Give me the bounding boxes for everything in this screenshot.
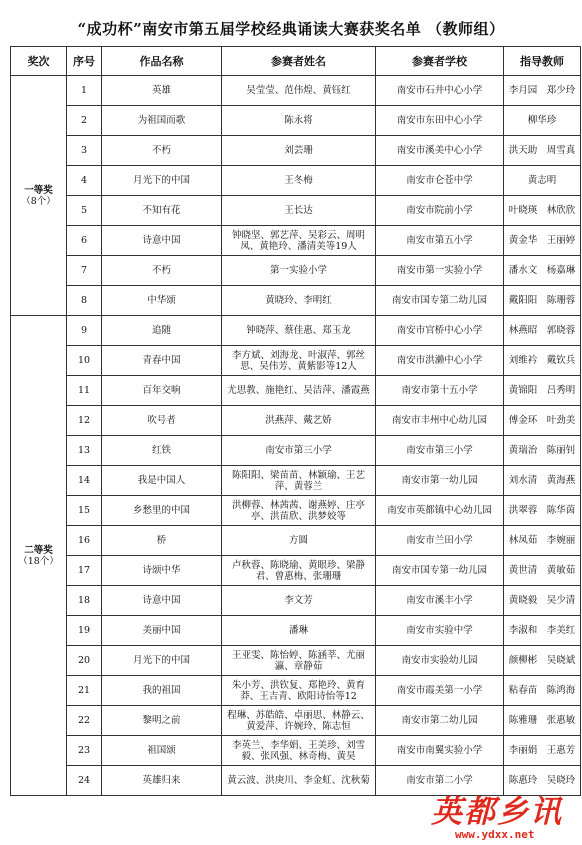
cell-teacher: 李丽娟 王惠芳 — [504, 736, 581, 766]
cell-teacher: 粘春苗 陈鸿海 — [504, 676, 581, 706]
header-teacher: 指导教师 — [504, 47, 581, 76]
cell-school: 南安市丰州中心幼儿园 — [376, 406, 504, 436]
cell-teacher: 傅金环 叶劲美 — [504, 406, 581, 436]
table-row — [11, 436, 581, 466]
cell-school: 南安市溪美中心小学 — [376, 136, 504, 166]
cell-school: 南安市第二小学 — [376, 766, 504, 796]
cell-teacher: 林燕昭 郭晓蓉 — [504, 316, 581, 346]
cell-participant: 钟晓坚、郭艺萍、吴彩云、周明凤、黄艳玲、潘清美等19人 — [222, 226, 376, 256]
watermark-logo-text: 英都乡讯 — [431, 794, 563, 830]
cell-work: 乡愁里的中国 — [102, 496, 222, 526]
page-title: “成功杯”南安市第五届学校经典诵读大赛获奖名单 （教师组） — [77, 20, 505, 38]
cell-teacher: 黄志明 — [504, 166, 581, 196]
cell-no: 9 — [67, 316, 102, 346]
table-row — [11, 676, 581, 706]
cell-participant: 潘琳 — [222, 616, 376, 646]
cell-participant: 黄云波、洪庚川、李金虹、沈秋菊 — [222, 766, 376, 796]
cell-work: 不朽 — [102, 256, 222, 286]
cell-work: 桥 — [102, 526, 222, 556]
cell-work: 诗颂中华 — [102, 556, 222, 586]
cell-participant: 尤思教、施艳红、吴洁萍、潘霞燕 — [222, 376, 376, 406]
cell-no: 13 — [67, 436, 102, 466]
cell-no: 5 — [67, 196, 102, 226]
cell-participant: 钟晓萍、蔡佳惠、郑玉龙 — [222, 316, 376, 346]
cell-teacher: 叶晓瑛 林欣欣 — [504, 196, 581, 226]
cell-school: 南安市霞美第一小学 — [376, 676, 504, 706]
table-row — [11, 346, 581, 376]
cell-teacher: 陈惠玲 吴晓玲 — [504, 766, 581, 796]
table-header-row — [11, 47, 581, 76]
cell-no: 24 — [67, 766, 102, 796]
cell-school: 南安市第五小学 — [376, 226, 504, 256]
cell-teacher: 戴阳阳 陈珊蓉 — [504, 286, 581, 316]
cell-participant: 刘芸珊 — [222, 136, 376, 166]
cell-no: 19 — [67, 616, 102, 646]
cell-school: 南安市仑苍中学 — [376, 166, 504, 196]
cell-work: 中华颂 — [102, 286, 222, 316]
cell-work: 吹号者 — [102, 406, 222, 436]
cell-no: 20 — [67, 646, 102, 676]
cell-work: 月光下的中国 — [102, 646, 222, 676]
header-school: 参赛者学校 — [376, 47, 504, 76]
cell-teacher: 洪翠蓉 陈华茵 — [504, 496, 581, 526]
cell-work: 英雄 — [102, 76, 222, 106]
cell-school: 南安市东田中心小学 — [376, 106, 504, 136]
table-row — [11, 226, 581, 256]
cell-no: 12 — [67, 406, 102, 436]
table-row — [11, 496, 581, 526]
table-row — [11, 466, 581, 496]
cell-school: 南安市国专第一幼儿园 — [376, 556, 504, 586]
cell-school: 南安市英都镇中心幼儿园 — [376, 496, 504, 526]
cell-school: 南安市第三小学 — [376, 436, 504, 466]
header-work: 作品名称 — [102, 47, 222, 76]
cell-no: 14 — [67, 466, 102, 496]
cell-teacher: 黄金华 王丽婷 — [504, 226, 581, 256]
cell-school: 南安市第一实验小学 — [376, 256, 504, 286]
cell-participant: 洪柳蓉、林茜茜、谢燕婷、庄亭亭、洪苗欣、洪梦姣等 — [222, 496, 376, 526]
table-row — [11, 76, 581, 106]
cell-participant: 李英兰、李华娟、王美珍、刘雪毅、张风强、林奇梅、黄昊 — [222, 736, 376, 766]
award-level-cell — [11, 316, 67, 796]
cell-school: 南安市实验中学 — [376, 616, 504, 646]
cell-school: 南安市石井中心小学 — [376, 76, 504, 106]
cell-participant: 卢秋蓉、陈晓瑜、黄眼珍、梁静君、曾惠梅、张珊珊 — [222, 556, 376, 586]
table-row — [11, 106, 581, 136]
cell-teacher: 刘维衿 戴钦兵 — [504, 346, 581, 376]
cell-school: 南安市官桥中心小学 — [376, 316, 504, 346]
cell-no: 22 — [67, 706, 102, 736]
cell-participant: 黄晓玲、李明红 — [222, 286, 376, 316]
cell-participant: 朱小芳、洪钦复、郑艳玲、黄育莽、王吉青、欧阳诗怡等12 — [222, 676, 376, 706]
table-body — [11, 76, 581, 796]
cell-work: 我是中国人 — [102, 466, 222, 496]
cell-participant: 吴莹莹、范伟煌、黄钰红 — [222, 76, 376, 106]
header-award: 奖次 — [11, 47, 67, 76]
cell-participant: 陈阳阳、梁苗苗、林颖瑜、王艺萍、黄蓉兰 — [222, 466, 376, 496]
cell-work: 黎明之前 — [102, 706, 222, 736]
table-row — [11, 136, 581, 166]
cell-participant: 第一实验小学 — [222, 256, 376, 286]
cell-school: 南安市兰田小学 — [376, 526, 504, 556]
table-row — [11, 166, 581, 196]
cell-no: 15 — [67, 496, 102, 526]
cell-participant: 王冬梅 — [222, 166, 376, 196]
cell-teacher: 柳华珍 — [504, 106, 581, 136]
cell-work: 不朽 — [102, 136, 222, 166]
table-row — [11, 736, 581, 766]
cell-school: 南安市院前小学 — [376, 196, 504, 226]
table-row — [11, 406, 581, 436]
table-row — [11, 316, 581, 346]
cell-no: 18 — [67, 586, 102, 616]
cell-work: 我的祖国 — [102, 676, 222, 706]
cell-no: 3 — [67, 136, 102, 166]
table-row — [11, 376, 581, 406]
cell-no: 8 — [67, 286, 102, 316]
cell-no: 16 — [67, 526, 102, 556]
cell-teacher: 黄瑞治 陈丽钊 — [504, 436, 581, 466]
cell-teacher: 刘水清 黄海燕 — [504, 466, 581, 496]
cell-school: 南安市南翼实验小学 — [376, 736, 504, 766]
table-row — [11, 706, 581, 736]
cell-school: 南安市第一幼儿园 — [376, 466, 504, 496]
table-row — [11, 616, 581, 646]
cell-work: 祖国颂 — [102, 736, 222, 766]
cell-no: 10 — [67, 346, 102, 376]
cell-work: 不知有花 — [102, 196, 222, 226]
cell-work: 为祖国而歌 — [102, 106, 222, 136]
cell-participant: 南安市第三小学 — [222, 436, 376, 466]
cell-school: 南安市实验幼儿园 — [376, 646, 504, 676]
cell-participant: 方圆 — [222, 526, 376, 556]
cell-no: 17 — [67, 556, 102, 586]
table-row — [11, 526, 581, 556]
table-row — [11, 646, 581, 676]
cell-teacher: 潘水文 杨嘉琳 — [504, 256, 581, 286]
cell-no: 11 — [67, 376, 102, 406]
cell-work: 美丽中国 — [102, 616, 222, 646]
award-table — [10, 46, 581, 796]
cell-work: 诗意中国 — [102, 226, 222, 256]
cell-teacher: 颜柳彬 吴晓斌 — [504, 646, 581, 676]
cell-teacher: 林凤茹 李婉丽 — [504, 526, 581, 556]
cell-no: 6 — [67, 226, 102, 256]
cell-teacher: 李月园 郑少玲 — [504, 76, 581, 106]
cell-work: 青春中国 — [102, 346, 222, 376]
cell-participant: 李文芳 — [222, 586, 376, 616]
cell-no: 7 — [67, 256, 102, 286]
table-row — [11, 586, 581, 616]
cell-no: 2 — [67, 106, 102, 136]
award-count: （18个） — [18, 555, 59, 567]
site-watermark — [425, 784, 582, 845]
cell-work: 诗意中国 — [102, 586, 222, 616]
cell-teacher: 李淑和 李美红 — [504, 616, 581, 646]
cell-no: 4 — [67, 166, 102, 196]
award-level-cell — [11, 76, 67, 316]
cell-school: 南安市第二幼儿园 — [376, 706, 504, 736]
watermark-url: www.ydxx.net — [455, 828, 535, 841]
cell-teacher: 陈雅珊 张惠敏 — [504, 706, 581, 736]
cell-no: 1 — [67, 76, 102, 106]
table-row — [11, 256, 581, 286]
header-no: 序号 — [67, 47, 102, 76]
cell-teacher: 黄锦阳 吕秀明 — [504, 376, 581, 406]
cell-school: 南安市洪濑中心小学 — [376, 346, 504, 376]
cell-participant: 陈永将 — [222, 106, 376, 136]
cell-no: 21 — [67, 676, 102, 706]
cell-teacher: 洪天助 周雪真 — [504, 136, 581, 166]
award-count: （8个） — [21, 195, 56, 207]
cell-participant: 程琳、苏皓皓、卓丽思、林静云、黄爱萍、许婉玲、陈志恒 — [222, 706, 376, 736]
table-row — [11, 286, 581, 316]
cell-participant: 王亚雯、陈怡婷、陈涵莘、尤丽瀛、章静茹 — [222, 646, 376, 676]
cell-participant: 王长达 — [222, 196, 376, 226]
header-participant: 参赛者姓名 — [222, 47, 376, 76]
table-row — [11, 196, 581, 226]
cell-school: 南安市溪丰小学 — [376, 586, 504, 616]
cell-work: 英雄归来 — [102, 766, 222, 796]
cell-participant: 李方斌、刘海龙、叶淑萍、郭丝思、吴伟芳、黄紫影等12人 — [222, 346, 376, 376]
cell-school: 南安市国专第二幼儿园 — [376, 286, 504, 316]
cell-no: 23 — [67, 736, 102, 766]
cell-participant: 洪燕萍、戴艺娇 — [222, 406, 376, 436]
award-level: 二等奖 — [24, 544, 53, 556]
cell-school: 南安市第十五小学 — [376, 376, 504, 406]
award-level: 一等奖 — [24, 184, 53, 196]
cell-work: 百年交响 — [102, 376, 222, 406]
cell-work: 月光下的中国 — [102, 166, 222, 196]
cell-work: 追随 — [102, 316, 222, 346]
cell-teacher: 黄晓毅 吴少清 — [504, 586, 581, 616]
cell-teacher: 黄世清 黄敏茹 — [504, 556, 581, 586]
table-row — [11, 556, 581, 586]
cell-work: 红铁 — [102, 436, 222, 466]
